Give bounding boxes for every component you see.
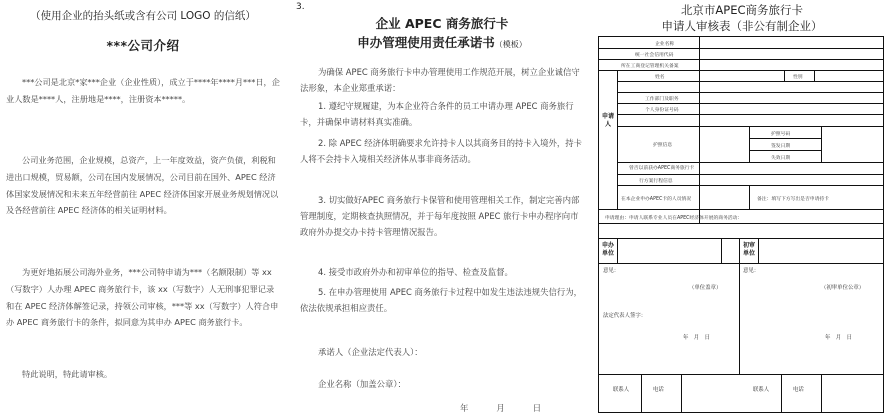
page-title: ***公司介绍 xyxy=(106,38,180,53)
section-number: 3. xyxy=(296,2,305,12)
application-paragraph: 为更好地拓展公司海外业务，***公司特申请为***（名额限制）等 xx（写数字）人办理 APEC 商务旅行卡，该 xx（写数字）人无刑事犯罪记录和在 APEC 经济体解签记录，持领公司审核，***等 xx（写数字）人符合申办 APEC 商务旅行卡的条件，拟同意为其申办 APEC 商务旅行卡。 xyxy=(6,267,279,328)
company-name-label: 企业名称 xyxy=(655,42,675,47)
other-holders-label: 在本企业申办APEC卡的人员情况 xyxy=(621,197,692,202)
date-day: 日 xyxy=(532,403,570,413)
commitment-item-1: 1. 遵纪守规履建，为本企业符合条件的员工申请办理 APEC 商务旅行卡，并确保申请材料真实准确。 xyxy=(300,101,574,128)
unit-date-label: 年 月 日 xyxy=(683,335,710,341)
commitment-letter-page xyxy=(294,0,590,415)
closing-line: 特此说明，特此请审核。 xyxy=(22,369,113,379)
date-line xyxy=(460,402,569,414)
unit-seal-label: （单位盖章） xyxy=(689,285,722,291)
prev-card-label: 曾否以前获办APEC商务旅行卡 xyxy=(629,166,695,171)
title-text: 申办管理使用责任承诺书 xyxy=(357,35,495,50)
review-phone-label: 电话 xyxy=(793,387,804,393)
date-month: 月 xyxy=(496,403,533,413)
date-year: 年 xyxy=(460,403,497,413)
commitment-item-5: 5. 在申办管理使用 APEC 商务旅行卡过程中如发生违法违规失信行为，依法依规承担相应责任。 xyxy=(300,287,583,314)
reason-row-label: 申请理由：申请人联系专业人员在APEC经济体开展的商务活动： xyxy=(605,216,743,221)
form-title-line2: 申请人审核表（非公有制企业） xyxy=(661,19,823,33)
signer-line: 承诺人（企业法定代表人）： xyxy=(318,347,423,357)
travel-history-label: 行方案行程信息 xyxy=(639,179,673,184)
enterprise-code-label: 统一社会信用代码 xyxy=(635,53,674,58)
gender-label: 性别 xyxy=(793,75,803,80)
unit-phone-label: 电话 xyxy=(653,387,664,393)
review-date-label: 年 月 日 xyxy=(825,335,852,341)
commitment-item-4: 4. 接受市政府外办和初审单位的指导、检查及监督。 xyxy=(318,267,513,277)
unit-opinion-label: 意见： xyxy=(603,268,620,274)
page-title-line2 xyxy=(294,33,590,51)
id-number-label: 个人身份证号码 xyxy=(645,108,679,113)
registration-label: 所在工商登记管理机关备案 xyxy=(621,64,679,69)
review-contact-label: 联系人 xyxy=(753,387,770,393)
passport-no-label: 护照号码 xyxy=(771,132,791,137)
name-label: 姓名 xyxy=(655,75,665,80)
review-opinion-label: 意见： xyxy=(743,268,760,274)
section-review: 初审单位 xyxy=(742,242,755,257)
company-name-line: 企业名称（加盖公章）： xyxy=(318,379,406,389)
notes-label: 备注：填写下方写出是否申请持卡 xyxy=(757,197,829,202)
section-unit: 申办单位 xyxy=(601,242,614,257)
page-title-line1: 企业 APEC 商务旅行卡 xyxy=(375,16,509,31)
intro-paragraph: 为确保 APEC 商务旅行卡申办管理使用工作规范开展，树立企业诚信守法形象，本企业郑重承诺： xyxy=(300,67,580,94)
letterhead-note: （使用企业的抬头纸或含有公司 LOGO 的信纸） xyxy=(30,10,256,22)
unit-contact-label: 联系人 xyxy=(613,387,630,393)
expiry-date-label: 失效日期 xyxy=(771,156,791,161)
section-applicant: 申请人 xyxy=(601,113,614,128)
company-introduction-page xyxy=(0,0,286,415)
commitment-item-3: 3. 切实做好APEC 商务旅行卡保管和使用管理相关工作，制定完善内部管理制度，定期核查执照情况，并于每年度按照 APEC 旅行卡申办程序向市政府外办提交办卡持卡管理情况报告。 xyxy=(300,195,580,238)
review-form-table xyxy=(598,36,884,413)
review-seal-label: （初审单位公章） xyxy=(821,285,865,291)
issue-date-label: 签发日期 xyxy=(771,144,791,149)
dept-position-label: 工作部门及职务 xyxy=(645,97,679,102)
passport-info-label: 护照信息 xyxy=(653,143,673,148)
title-note: （模板） xyxy=(494,40,527,49)
form-title-line1: 北京市APEC商务旅行卡 xyxy=(680,3,804,17)
intro-paragraph: ***公司是北京*家***企业（企业性质），成立于****年****月***日，企业人数是****人，注册地是****，注册资本*****。 xyxy=(6,77,280,104)
commitment-item-2: 2. 除 APEC 经济体明确要求允许持卡人以其商务目的持卡入境外，持卡人将不会持卡入境相关经济体从事非商务活动。 xyxy=(300,138,583,165)
review-form-page xyxy=(596,0,888,415)
business-paragraph: 公司业务范围，企业规模，总资产，上一年度效益，资产负债，利税和进出口规模，贸易额，公司在国内发展情况，公司目前在国外、APEC 经济体国家发展情况和未来五年经营前往 APEC 经济体国家开展业务规划情况以及各经营前往 APEC 经济体的相关证明材料。 xyxy=(6,155,279,216)
legal-rep-label: 法定代表人签字： xyxy=(603,313,647,319)
